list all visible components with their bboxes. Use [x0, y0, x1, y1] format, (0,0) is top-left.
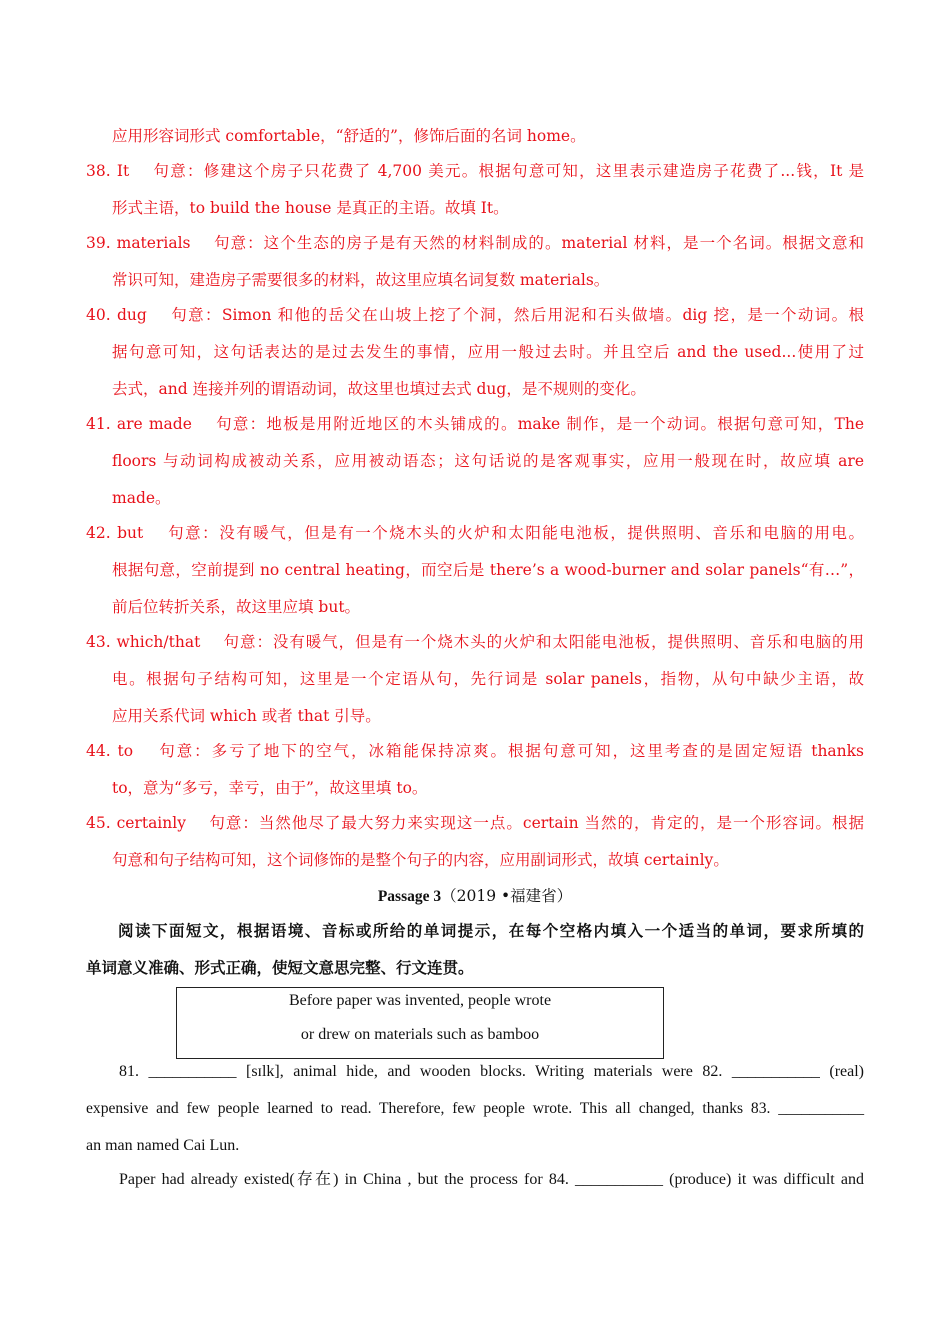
answer-45-line-1: 45. certainly 句意：当然他尽了最大努力来实现这一点。certain 当然的，肯定的，是一个形容词。根据 — [86, 814, 864, 832]
answer-42-line-1: 42. but 句意：没有暖气，但是有一个烧木头的火炉和太阳能电池板，提供照明、音乐和电脑的用电。 — [86, 524, 864, 542]
answer-40-line-2: 据句意可知，这句话表达的是过去发生的事情，应用一般过去时。并且空后 and the used...使用了过 — [112, 343, 864, 361]
passage-line-2: expensive and few people learned to read. Therefore, few people wrote. This all changed, thanks 83. ___________ — [86, 1100, 864, 1117]
answer-44-line-2: to，意为“多亏，幸亏，由于”，故这里填 to。 — [112, 779, 428, 797]
text-box — [176, 987, 664, 1059]
passage-line-3: an man named Cai Lun. — [86, 1137, 240, 1154]
answer-44-line-1: 44. to 句意：多亏了地下的空气，冰箱能保持凉爽。根据句意可知，这里考查的是固定短语 thanks — [86, 742, 864, 760]
instruction-line-1: 阅读下面短文，根据语境、音标或所给的单词提示，在每个空格内填入一个适当的单词，要求所填的 — [118, 921, 864, 940]
box-line-1: Before paper was invented, people wrote — [288, 992, 552, 1009]
answer-38-line-1: 38. It 句意：修建这个房子只花费了 4,700 美元。根据句意可知，这里表示建造房子花费了...钱，It 是 — [86, 162, 864, 180]
answer-41-line-2: floors 与动词构成被动关系，应用被动语态；这句话说的是客观事实，应用一般现在时，故应填 are — [112, 452, 864, 470]
passage-3-title — [0, 880, 950, 913]
answer-42-line-3: 前后位转折关系，故这里应填 but。 — [112, 598, 361, 616]
passage-source: （2019 •福建省） — [441, 887, 573, 905]
answer-40-line-3: 去式，and 连接并列的谓语动词，故这里也填过去式 dug，是不规则的变化。 — [112, 380, 646, 398]
answer-42-line-2: 根据句意，空前提到 no central heating，而空后是 there’s a wood-burner and solar panels“有…”， — [112, 561, 864, 579]
answer-43-line-1: 43. which/that 句意：没有暖气，但是有一个烧木头的火炉和太阳能电池板，提供照明、音乐和电脑的用 — [86, 633, 864, 651]
answer-37-tail: 应用形容词形式 comfortable，“舒适的”，修饰后面的名词 home。 — [112, 127, 586, 145]
answer-45-line-2: 句意和句子结构可知，这个词修饰的是整个句子的内容，应用副词形式，故填 certainly。 — [112, 851, 729, 869]
instruction-line-2: 单词意义准确、形式正确，使短文意思完整、行文连贯。 — [86, 958, 474, 977]
answer-40-line-1: 40. dug 句意：Simon 和他的岳父在山坡上挖了个洞，然后用泥和石头做墙。dig 挖，是一个动词。根 — [86, 306, 864, 324]
passage-line-1: 81. ___________ [sɪlk], animal hide, and wooden blocks. Writing materials were 82. ___________ (real) — [119, 1063, 864, 1080]
answer-43-line-3: 应用关系代词 which 或者 that 引导。 — [112, 707, 381, 725]
answer-43-line-2: 电。根据句子结构可知，这里是一个定语从句，先行词是 solar panels，指物，从句中缺少主语，故 — [112, 670, 864, 688]
answer-38-line-2: 形式主语，to build the house 是真正的主语。故填 It。 — [112, 199, 509, 217]
answer-39-line-1: 39. materials 句意：这个生态的房子是有天然的材料制成的。material 材料，是一个名词。根据文意和 — [86, 234, 864, 252]
answer-39-line-2: 常识可知，建造房子需要很多的材料，故这里应填名词复数 materials。 — [112, 271, 610, 289]
box-line-2: or drew on materials such as bamboo — [300, 1026, 540, 1043]
passage-line-4: Paper had already existed(存在) in China , but the process for 84. ___________ (produce) it was difficult and — [119, 1171, 864, 1188]
answer-41-line-1: 41. are made 句意：地板是用附近地区的木头铺成的。make 制作，是一个动词。根据句意可知，The — [86, 415, 864, 433]
answer-41-line-3: made。 — [112, 489, 171, 507]
passage-title: Passage 3 — [377, 888, 442, 905]
